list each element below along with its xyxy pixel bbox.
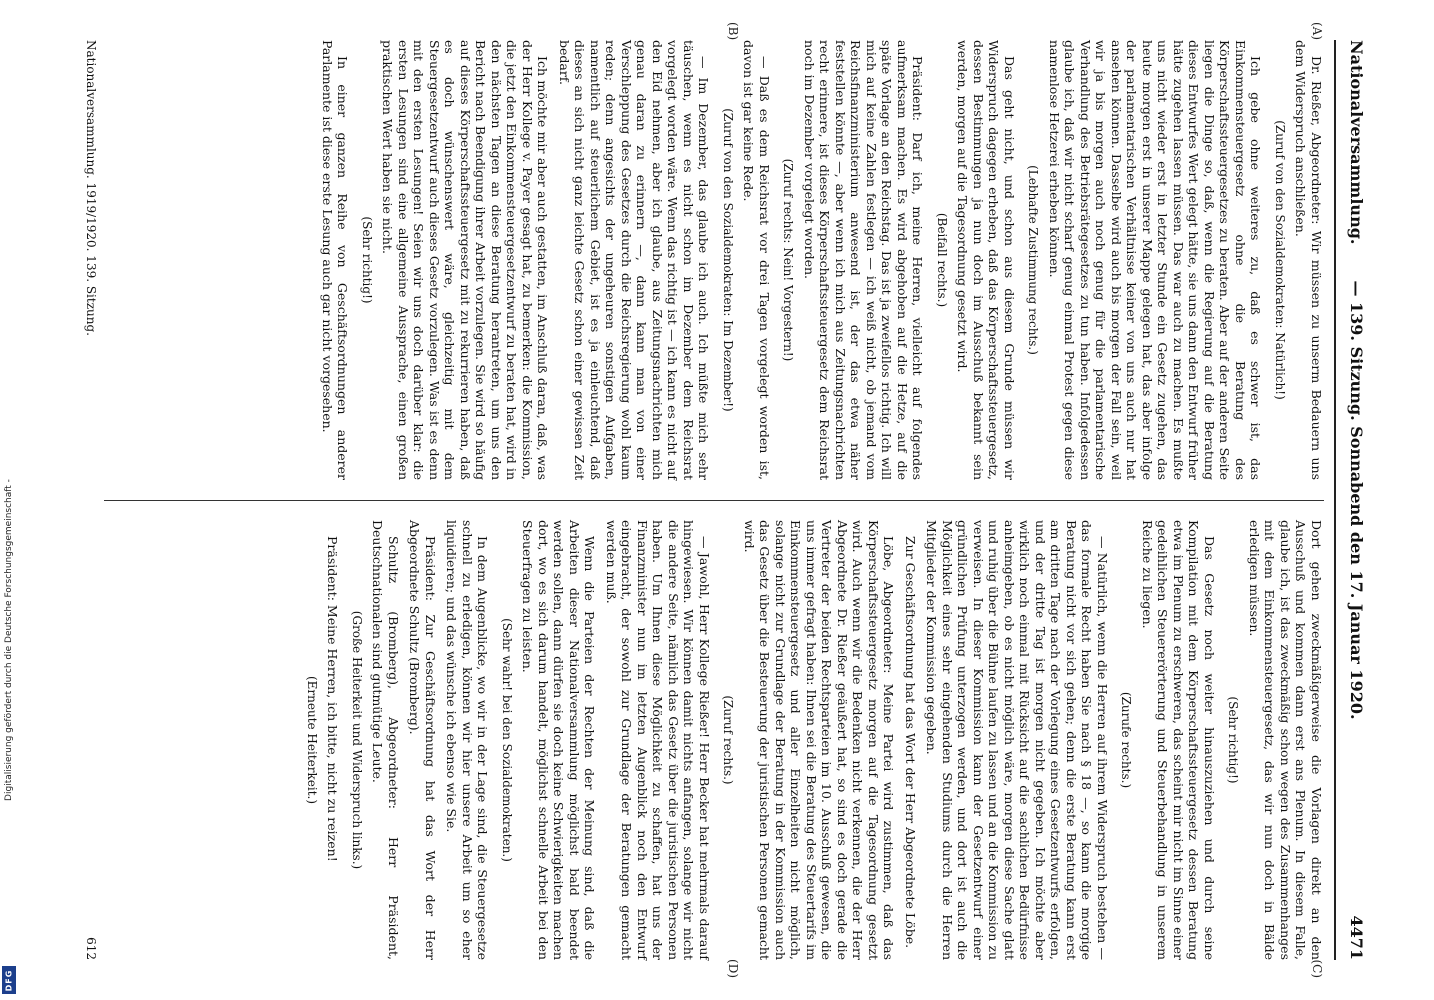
paragraph: — Jawohl, Herr Kollege Rießer! Herr Becker hat mehrmals darauf hingewiesen. Wir können damit nichts anfangen, solange wir nicht die andere Seite, nämlich das Gesetz über die juristischen Personen haben. Um Ihnen diese Möglichkeit zu schaffen, hat uns der Finanzminister nun im letzten Augenblick noch den Entwurf eingebracht, der sowohl zur Grundlage der Beratungen gemacht werden muß. (604, 520, 712, 960)
header-session-date: — 139. Sitzung. Sonnabend den 17. Januar 1920. (1347, 280, 1366, 720)
paragraph: Ich gebe ohne weiteres zu, daß es schwer ist, das Einkommensteuergesetz ohne die Beratung des Körperschaftssteuergesetzes zu beraten. Aber auf der anderen Seite liegen die Dinge so, daß, wenn die Regierung auf die Beratung dieses Entwurfes Wert gelegt hätte, sie uns dann den Entwurf früher hätte zugehen lassen müssen. Das war auch zu machen. Es mußte uns nicht wieder erst in letzter Stunde ein Gesetz zugehen, das heute morgen erst in unserer Mappe gelegen hat, das aber infolge der parlamentarischen Verhältnisse keiner von uns auch nur hat ansehen können. Dasselbe wird auch bis morgen der Fall sein, weil wir ja bis morgen auch noch genug für die parlamentarische Verhandlung des Betriebsrätegesetzes zu tun haben. Infolgedessen glaube ich, daß wir nicht scharf genug einmal Protest gegen diese namenlose Hetzerei erheben können. (1047, 40, 1264, 480)
page-wrapper (60, 20, 1380, 980)
interjection: (Sehr richtig!) (360, 216, 374, 304)
margin-marker-b: (B) (726, 22, 740, 41)
interjection: (Lebhafte Zustimmung rechts.) (1026, 165, 1041, 355)
digitization-note-text: Digitalisierung gefördert durch die Deutsche Forschungsgemeinschaft - (4, 479, 14, 801)
interjection: (Große Heiterkeit und Widerspruch links.) (350, 610, 364, 870)
paragraph: — Natürlich, wenn die Herren auf ihrem Widerspruch bestehen — das formale Recht haben Sie nach § 18 —, so kann die morgige Beratung nicht vor sich gehen; denn die erste Beratung kann erst am dritten Tage nach der Vorlegung eines Gesetzentwurfs erfolgen, und der dritte Tag ist morgen nicht gegeben. Ich möchte aber wirklich noch einmal mit Rücksicht auf die sachlichen Bedürfnisse anheimgeben, ob es nicht möglich wäre, morgen diese Sache glatt und ruhig über die Bühne laufen zu lassen und an die Kommission zu verweisen. In dieser Kommission kann der Gesetzentwurf einer gründlichen Prüfung unterzogen werden, und dort ist auch die Möglichkeit eines sehr eingehenden Studiums durch die Herren Mitglieder der Kommission gegeben. (924, 520, 1110, 960)
newspaper-page (60, 20, 1380, 980)
paragraph: Löbe, Abgeordneter: Meine Partei wird zustimmen, daß das Körperschaftssteuergesetz morgen auf die Tagesordnung gesetzt wird. Auch wenn wir die Bedenken nicht verkennen, die der Herr Abgeordnete Dr. Rießer geäußert hat, so sind es doch gerade die Vertreter der beiden Rechtsparteien im 10. Ausschuß gewesen, die uns immer gefragt haben: Ihnen sei die Beratung des Steuertarifs im Einkommensteuergesetz und aller Einzelheiten nicht möglich, solange nicht zur Grundlage der Beratung in der Kommission auch das Gesetz über die Besteuerung der juristischen Personen gemacht wird. (742, 520, 897, 960)
paragraph: Präsident: Zur Geschäftsordnung hat das Wort der Herr Abgeordnete Schultz (Bromberg). (407, 520, 438, 960)
paragraph: Das geht nicht, und schon aus diesem Grunde müssen wir Widerspruch dagegen erheben, daß das Körperschaftssteuergesetz, dessen Bestimmungen ja nun doch im Ausschuß bekannt sein werden, morgen auf die Tagesordnung gesetzt wird. (955, 40, 1017, 480)
interjection: (Zuruf rechts.) (721, 695, 736, 785)
right-column (296, 520, 1325, 960)
paragraph: Präsident: Darf ich, meine Herren, vielleicht auf folgendes aufmerksam machen. Es wird abgehoben auf die Hetze, auf die späte Vorlage an den Reichstag. Das ist ja zweifellos richtig. Ich will mich auf keine Zahlen festlegen — ich weiß nicht, ob jemand vom Reichsfinanzministerium anwesend ist, der das etwa näher feststellen könnte —, aber wenn ich mich aus Zeitungsnachrichten recht erinnere, ist dieses Körperschaftssteuergesetz dem Reichsrat noch im Dezember vorgelegt worden. (802, 40, 926, 480)
paragraph: In dem Augenblicke, wo wir in der Lage sind, die Steuergesetze schnell zu erledigen, können wir hier unsere Arbeit um so eher liquidieren; und das wünsche ich ebenso wie Sie. (444, 520, 491, 960)
interjection: (Beifall rechts.) (935, 212, 949, 308)
dfg-logo-text: DFG (4, 969, 14, 991)
left-column (314, 40, 1325, 480)
interjection: (Zuruf von den Sozialdemokraten: Natürlich!) (1273, 120, 1287, 400)
digitization-note (0, 0, 18, 1000)
margin-marker-c: (C) (1310, 959, 1324, 978)
footer-publication: Nationalversammlung. 1919/1920. 139. Sitzung. (84, 40, 98, 336)
interjection: (Sehr richtig!) (1226, 696, 1241, 784)
page-header (1334, 40, 1372, 960)
paragraph: Das Gesetz noch weiter hinauszuziehen und durch seine Kompilation mit dem Körperschaftssteuergesetz dessen Beratung etwa im Plenum zu erschweren, das scheint mir nicht im Sinne einer gedeihlichen Steuererörterung und Steuerbehandlung in unserem Reiche zu liegen. (1140, 520, 1217, 960)
footer-page-number: 612 (84, 937, 98, 960)
interjection: (Erneute Heiterkeit.) (305, 675, 319, 805)
column-divider (104, 500, 1324, 501)
interjection: (Zurufe rechts.) (1119, 691, 1134, 789)
paragraph: Zur Geschäftsordnung hat das Wort der Herr Abgeordnete Löbe. (903, 536, 918, 949)
paragraph: Ich möchte mir aber auch gestatten, im Anschluß daran, daß, was der Herr Kollege v. Payer gesagt hat, zu bemerken: die Kommission, die jetzt den Einkommensteuergesetzentwurf zu beraten hat, wird in den nächsten Tagen an diese Beratung herantreten, um uns den Bericht nach Beendigung ihrer Arbeit vorzulegen. Sie wird so häufig auf dieses Körperschaftssteuergesetz mit zu rekurrieren haben, daß es doch wünschenswert wäre, gleichzeitig mit dem Steuergesetzentwurf auch dieses Gesetz vorzulegen. Was ist es denn mit den ersten Lesungen! Seien wir uns doch darüber klar: die ersten Lesungen sind eine allgemeine Aussprache, einen großen praktischen Wert haben sie nicht. (380, 40, 551, 480)
interjection: (Zuruf von den Sozialdemokraten: Im Dezember!) (721, 108, 735, 412)
header-publication: Nationalversammlung. (1347, 40, 1366, 245)
paragraph: Wenn die Parteien der Rechten der Meinung sind, daß die Arbeiten dieser Nationalversammlung möglichst bald beendet werden sollen, dann dürfen sie doch keine Schwierigkeiten machen dort, wo es sich darum handelt, möglichst schnelle Arbeit bei den Steuerfragen zu leisten. (520, 520, 598, 960)
paragraph: Präsident: Meine Herren, ich bitte, nicht zu reizen! (325, 536, 341, 862)
interjection: (Zuruf rechts: Nein! Vorgestern!) (781, 158, 796, 362)
paragraph: Dort gehen zweckmäßigerweise die Vorlagen direkt an den Ausschuß und kommen dann erst ans Plenum. In diesem Falle, glaube ich, ist das zweckmäßig schon wegen des Zusammenhanges mit dem Einkommensteuergesetz, das wir nun doch in Bälde erledigen müssen. (1247, 520, 1324, 960)
margin-marker-d: (D) (726, 959, 740, 978)
paragraph: — Daß es dem Reichsrat vor drei Tagen vorgelegt worden ist, davon ist gar keine Rede. (741, 40, 772, 480)
paragraph: In einer ganzen Reihe von Geschäftsordnungen anderer Parlamente ist diese erste Lesung auch gar nicht vorgesehen. (320, 40, 351, 480)
paragraph: Dr. Rießer, Abgeordneter: Wir müssen zu unserm Bedauern uns dem Widerspruch anschließen. (1293, 40, 1324, 480)
interjection: (Sehr wahr! bei den Sozialdemokraten.) (500, 618, 514, 862)
header-page-number: 4471 (1347, 915, 1366, 960)
paragraph: — Im Dezember, das glaube ich auch. Ich müßte mich sehr täuschen, wenn es nicht schon im Dezember dem Reichsrat vorgelegt worden wäre. Wenn das richtig ist — ich kann es nicht auf den Eid nehmen, aber ich glaube, aus Zeitungsnachrichten mich genau daran zu erinnern —, dann kann man von einer Verschleppung des Gesetzes durch die Reichsregierung wohl kaum reden; denn angesichts der ungeheuren sonstigen Aufgaben, namentlich auf steuerlichem Gebiet, ist es ja einleuchtend, daß dieses an sich nicht ganz leichte Gesetz schon einer gewissen Zeit bedarf. (557, 40, 712, 480)
dfg-logo (2, 966, 16, 994)
paragraph: Schultz (Bromberg), Abgeordneter: Herr Präsident, Deutschnationalen sind gutmütige Leute. (370, 520, 401, 960)
margin-marker-a: (A) (1310, 22, 1324, 41)
